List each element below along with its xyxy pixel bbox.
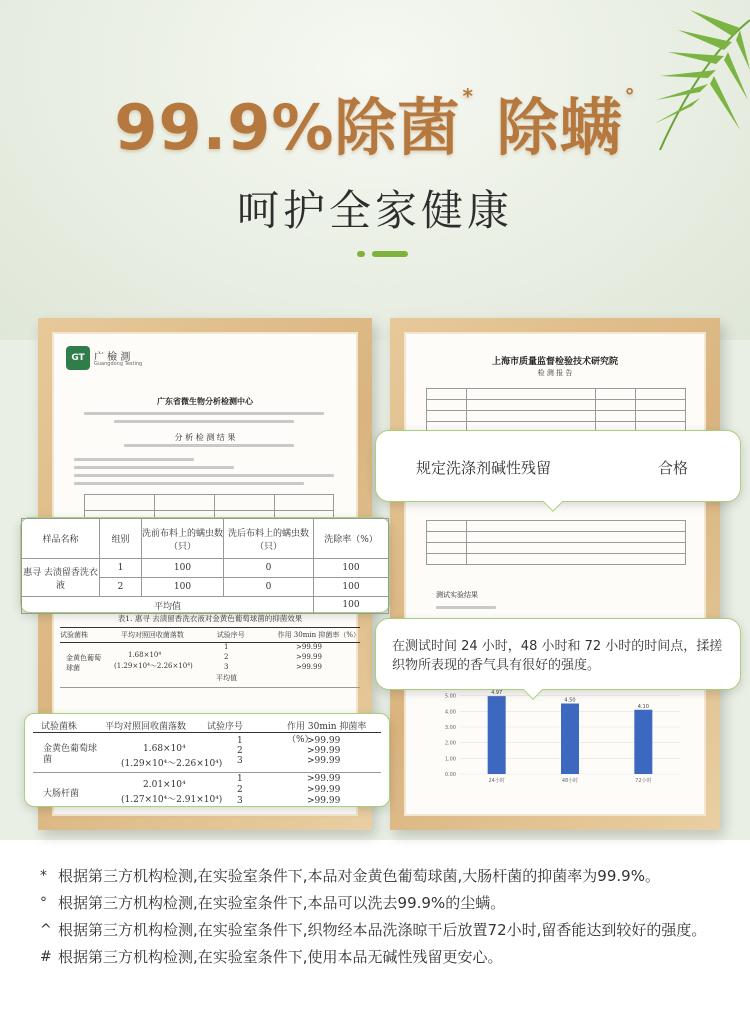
mite-header-sample: 样品名称 xyxy=(22,519,100,559)
y-tick-label: 1.00 xyxy=(444,756,456,763)
y-tick-label: 0.00 xyxy=(444,772,456,778)
footnote xyxy=(40,891,740,915)
header-seq: 试验序号 xyxy=(207,722,244,732)
page-subtitle: 呵护全家健康 xyxy=(236,186,513,235)
bar-value-label: 4.97 xyxy=(491,690,503,697)
doc-seq: 2 xyxy=(224,653,229,661)
mite-rate: 100 xyxy=(314,578,389,597)
mite-before: 100 xyxy=(142,578,224,597)
footnote-text: 根据第三方机构检测,在实验室条件下,使用本品无碱性残留更安心。 xyxy=(58,948,503,966)
fragrance-bar-chart xyxy=(430,674,690,794)
mite-table-card xyxy=(20,517,390,613)
rate: >99.99 xyxy=(307,796,341,806)
mite-after: 0 xyxy=(224,578,314,597)
mite-after: 0 xyxy=(224,559,314,578)
mite-sample: 惠寻 去渍留香洗衣液 xyxy=(22,559,100,597)
center-title: 广东省微生物分析检测中心 xyxy=(157,396,253,406)
footnotes xyxy=(40,864,740,972)
report-subtitle: 检 测 报 告 xyxy=(537,369,573,377)
report-org: 上海市质量监督检验技术研究院 xyxy=(491,357,618,367)
rate: >99.99 xyxy=(307,756,341,766)
footnote-text: 根据第三方机构检测,在实验室条件下,本品可以洗去99.9%的尘螨。 xyxy=(58,894,506,912)
x-tick-label: 72小时 xyxy=(635,778,652,784)
bar xyxy=(488,696,506,774)
mite-header-rate: 洗除率（%） xyxy=(314,519,389,559)
bacteria-row-staph xyxy=(39,736,379,770)
fragrance-chart xyxy=(430,674,690,794)
seq: 1 xyxy=(237,736,243,746)
seq: 2 xyxy=(237,746,243,756)
mite-avg-value: 100 xyxy=(314,597,389,614)
bacteria-caption: 表1. 惠寻 去渍留香洗衣液对金黄色葡萄球菌的抑菌效果 xyxy=(117,614,303,623)
range-ecoli: (1.27×10⁴～2.91×10⁴) xyxy=(121,795,223,805)
footnote-mark: * xyxy=(40,868,47,884)
report-right xyxy=(404,332,706,816)
x-tick-label: 24小时 xyxy=(488,778,505,784)
bar xyxy=(634,710,652,774)
y-tick-label: 5.00 xyxy=(444,693,456,700)
x-tick-label: 48小时 xyxy=(561,778,579,784)
doc-avg: 平均值 xyxy=(216,674,237,682)
mite-group: 1 xyxy=(100,559,142,578)
decor-dot xyxy=(357,251,365,257)
doc-header-strain: 试验菌株 xyxy=(60,631,88,639)
mite-avg-label: 平均值 xyxy=(22,597,314,614)
rate: >99.99 xyxy=(307,785,341,795)
footnote-mark: ^ xyxy=(40,922,52,938)
report-info-table-2 xyxy=(426,520,686,565)
header-count: 平均对照回收菌落数 xyxy=(105,722,187,732)
range-staph: (1.29×10⁴～2.26×10⁴) xyxy=(121,759,223,769)
fragrance-text: 在测试时间 24 小时，48 小时和 72 小时的时间点，揉搓织物所表现的香气具有很好的强度。 xyxy=(392,639,723,673)
y-tick-label: 3.00 xyxy=(444,725,456,731)
doc-rate: >99.99 xyxy=(296,643,322,651)
rate: >99.99 xyxy=(307,746,341,756)
report-frame-right xyxy=(390,318,720,830)
footnote-text: 根据第三方机构检测,在实验室条件下,织物经本品洗涤晾干后放置72小时,留香能达到较好的强度。 xyxy=(58,921,707,939)
report-section: 测试实验结果 xyxy=(436,591,478,599)
y-tick-label: 2.00 xyxy=(444,740,456,747)
count-staph: 1.68×10⁴ xyxy=(143,744,186,754)
alkaline-result: 合格 xyxy=(658,459,689,477)
seq: 2 xyxy=(237,785,243,795)
doc-header-rate: 作用 30min 抑菌率（%） xyxy=(277,631,360,639)
title-antimite: 除螨 xyxy=(496,91,623,164)
rate: >99.99 xyxy=(307,774,341,784)
alkaline-label: 规定洗涤剂碱性残留 xyxy=(416,459,552,477)
mite-header-after: 洗后布料上的螨虫数（只） xyxy=(224,519,314,559)
footnote-text: 根据第三方机构检测,在实验室条件下,本品对金黄色葡萄球菌,大肠杆菌的抑菌率为99.9%。 xyxy=(58,867,660,885)
report-info-table xyxy=(426,388,686,433)
bacteria-row-ecoli xyxy=(39,772,379,806)
bacteria-table-card xyxy=(24,713,390,807)
seq: 3 xyxy=(237,796,243,806)
mite-rate: 100 xyxy=(314,559,389,578)
bar xyxy=(561,704,579,775)
footnote xyxy=(40,864,740,888)
footnote-mark: # xyxy=(40,949,52,965)
mite-group: 2 xyxy=(100,578,142,597)
mite-before: 100 xyxy=(142,559,224,578)
doc-rate: >99.99 xyxy=(296,653,322,661)
doc-header-seq: 试验序号 xyxy=(216,631,245,639)
mite-header-group: 组别 xyxy=(100,519,142,559)
y-tick-label: 4.00 xyxy=(444,709,456,716)
count-ecoli: 2.01×10⁴ xyxy=(143,780,186,790)
footnote xyxy=(40,945,740,969)
doc-header-count: 平均对照回收菌落数 xyxy=(120,631,184,639)
doc-seq: 3 xyxy=(224,663,229,671)
footnote xyxy=(40,918,740,942)
seq: 1 xyxy=(237,774,243,784)
bar-value-label: 4.50 xyxy=(564,697,576,704)
rate: >99.99 xyxy=(307,736,341,746)
header-rate: 作用 30min 抑菌率（%） xyxy=(287,722,367,745)
footnote-mark: ° xyxy=(40,895,47,911)
doc-strain-1: 金黄色葡萄球菌 xyxy=(66,654,101,672)
title-mark-circle: ° xyxy=(624,84,636,108)
header-strain: 试验菌株 xyxy=(41,722,78,732)
doc-seq: 1 xyxy=(224,643,229,651)
decor-bar xyxy=(372,251,408,257)
report-title: 分 析 检 测 结 果 xyxy=(174,433,236,442)
bar-value-label: 4.10 xyxy=(637,703,649,710)
doc-rate: >99.99 xyxy=(296,663,322,671)
title-mark-star: * xyxy=(462,84,474,108)
org-sub: Guangdong Testing xyxy=(94,361,143,367)
bacteria-table-doc xyxy=(60,613,360,688)
org-logo-icon: GT xyxy=(66,346,90,370)
mite-table xyxy=(21,518,389,614)
page-title xyxy=(0,78,750,167)
callout-alkaline xyxy=(375,430,741,502)
mite-header-before: 洗前布料上的螨虫数（只） xyxy=(142,519,224,559)
seq: 3 xyxy=(237,756,243,766)
strain-ecoli: 大肠杆菌 xyxy=(43,789,80,799)
doc-count-1: 1.68×10⁴ xyxy=(128,651,162,659)
org-name: 广 檢 測 xyxy=(94,352,131,363)
strain-staph: 金黄色葡萄球菌 xyxy=(43,744,98,765)
doc-range-1: (1.29×10⁴～2.26×10⁴) xyxy=(114,662,193,670)
callout-fragrance xyxy=(375,618,741,690)
title-antibacterial: 99.9%除菌 xyxy=(114,91,461,164)
